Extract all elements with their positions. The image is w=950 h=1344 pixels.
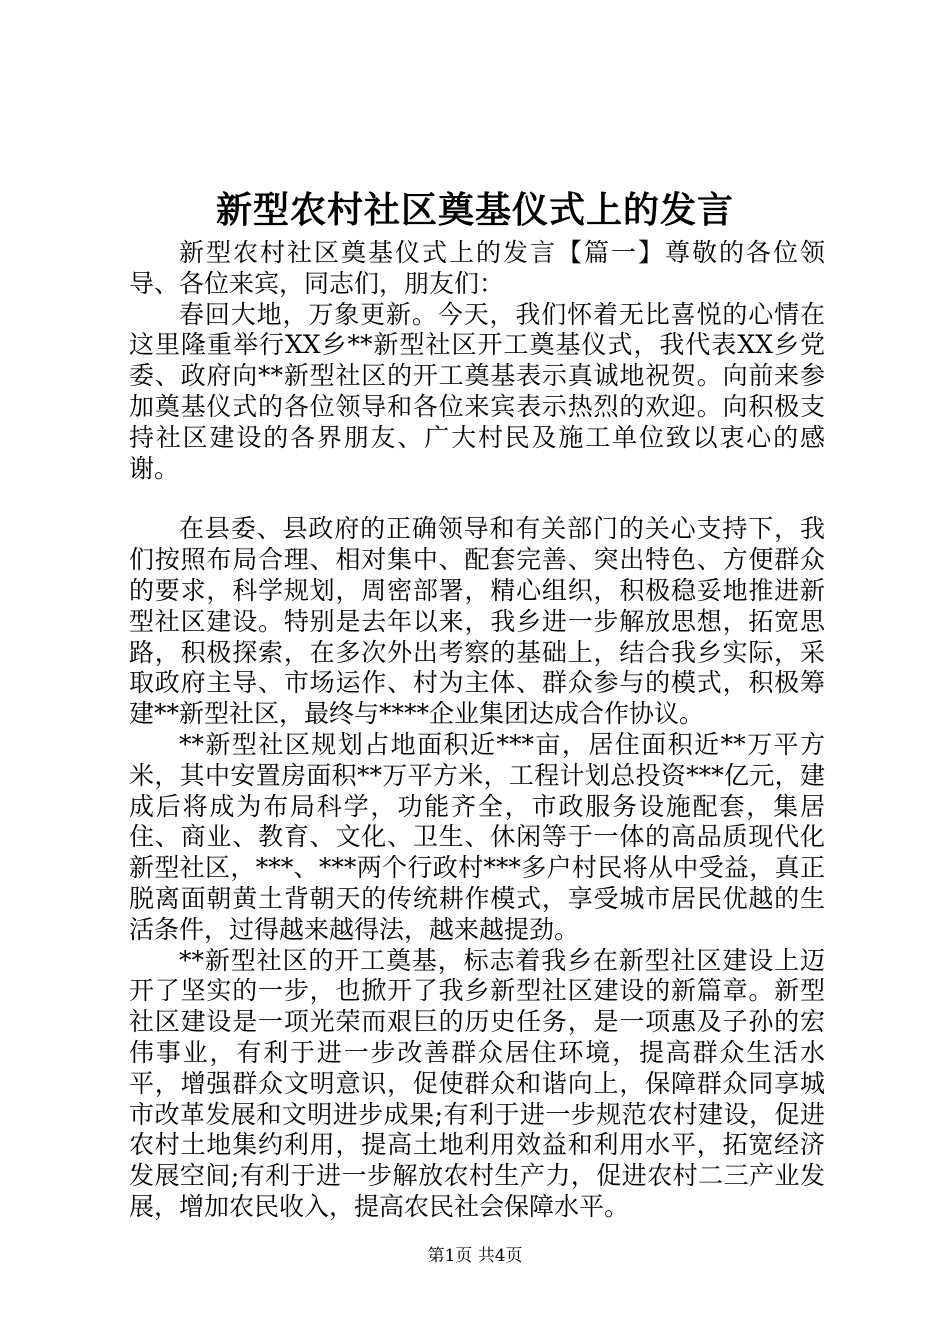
paragraph-significance: **新型社区的开工奠基，标志着我乡在新型社区建设上迈开了坚实的一步，也掀开了我乡新型社区建设的新篇章。新型社区建设是一项光荣而艰巨的历史任务，是一项惠及子孙的宏伟事业，有利于进一步改善群众居住环境，提高群众生活水平，增强群众文明意识，促使群众和谐向上，保障群众同享城市改革发展和文明进步成果;有利于进一步规范农村建设，促进农村土地集约利用，提高土地利用效益和利用水平，拓宽经济发展空间;有利于进一步解放农村生产力，促进农村二三产业发展，增加农民收入，提高农民社会保障水平。 [129, 945, 825, 1221]
page-title: 新型农村社区奠基仪式上的发言 [215, 189, 734, 231]
paragraph-opening: 春回大地，万象更新。今天，我们怀着无比喜悦的心情在这里隆重举行XX乡**新型社区开工奠基仪式，我代表XX乡党委、政府向**新型社区的开工奠基表示真诚地祝贺。向前来参加奠基仪式的各位领导和各位来宾表示热烈的欢迎。向积极支持社区建设的各界朋友、广大村民及施工单位致以衷心的感谢。 [129, 299, 825, 483]
paragraph-background: 在县委、县政府的正确领导和有关部门的关心支持下，我们按照布局合理、相对集中、配套完善、突出特色、方便群众的要求，科学规划，周密部署，精心组织，积极稳妥地推进新型社区建设。特别是去年以来，我乡进一步解放思想，拓宽思路，积极探索，在多次外出考察的基础上，结合我乡实际，采取政府主导、市场运作、村为主体、群众参与的模式，积极筹建**新型社区，最终与****企业集团达成合作协议。 [129, 514, 825, 729]
paragraph-greeting: 新型农村社区奠基仪式上的发言【篇一】尊敬的各位领导、各位来宾，同志们，朋友们： [129, 238, 825, 298]
document-body [129, 238, 825, 1223]
page-number-footer: 第1页 共4页 [427, 1246, 523, 1266]
paragraph-project-plan: **新型社区规划占地面积近***亩，居住面积近**万平方米，其中安置房面积**万平方米，工程计划总投资***亿元，建成后将成为布局科学，功能齐全，市政服务设施配套，集居住、商业、教育、文化、卫生、休闲等于一体的高品质现代化新型社区，***、***两个行政村***多户村民将从中受益，真正脱离面朝黄土背朝天的传统耕作模式，享受城市居民优越的生活条件，过得越来越得法，越来越提劲。 [129, 729, 825, 944]
